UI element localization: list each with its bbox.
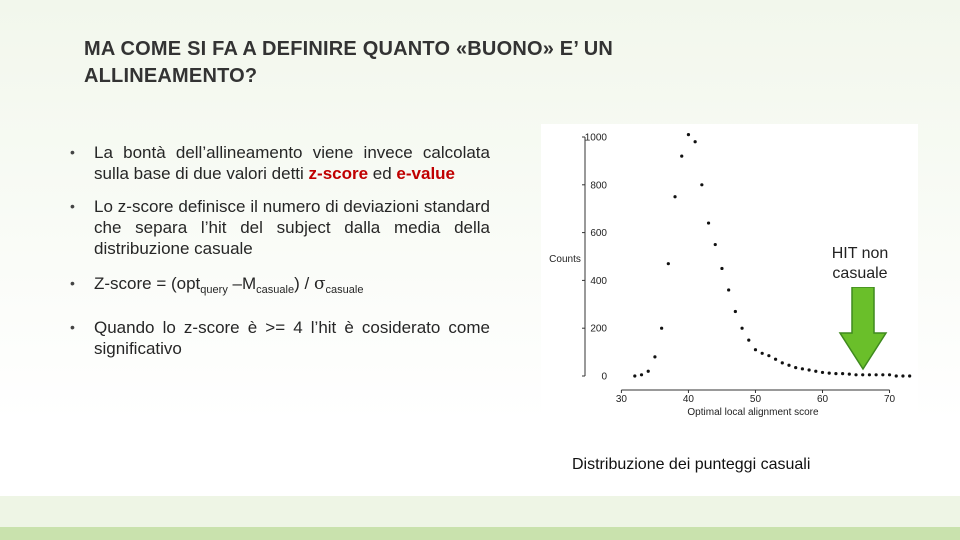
data-point (868, 373, 871, 376)
bullet-text-connector: ed (368, 164, 397, 183)
data-point (720, 267, 723, 270)
bullet-text: Quando lo z-score è >= 4 l’hit è cosiderato come significativo (94, 318, 490, 358)
data-point (714, 243, 717, 246)
data-point (767, 354, 770, 357)
data-point (781, 361, 784, 364)
footer-stripe (0, 527, 960, 540)
sigma-symbol: σ (313, 274, 326, 294)
data-point (673, 195, 676, 198)
data-point (653, 355, 656, 358)
data-point (640, 373, 643, 376)
y-tick-label: 0 (601, 371, 607, 383)
data-point (787, 364, 790, 367)
data-point (794, 366, 797, 369)
bullet-marker: • (70, 144, 75, 160)
data-point (754, 348, 757, 351)
arrow-down-icon (838, 287, 888, 373)
y-tick-label: 1000 (584, 132, 607, 144)
data-point (647, 370, 650, 373)
formula-part: –M (227, 274, 257, 293)
data-point (861, 373, 864, 376)
bullet-marker: • (70, 198, 75, 214)
data-point (854, 373, 857, 376)
y-tick-label: 800 (590, 180, 607, 192)
data-point (761, 352, 764, 355)
bullet-list (70, 140, 490, 359)
bullet-marker: • (70, 275, 75, 291)
bullet-text: Lo z-score definisce il numero di deviazioni standard che separa l’hit del subject dalla media della distribuzione casuale (94, 197, 490, 258)
figure-caption: Distribuzione dei punteggi casuali (572, 456, 811, 473)
data-point (740, 327, 743, 330)
bullet-item-significance (70, 317, 490, 359)
formula-subscript-casuale: casuale (325, 284, 364, 296)
data-point (687, 133, 690, 136)
y-ticks (582, 133, 607, 383)
data-point (814, 370, 817, 373)
data-point (747, 339, 750, 342)
x-tick-label: 60 (816, 394, 829, 405)
data-point (828, 372, 831, 375)
x-tick-label: 40 (682, 394, 695, 405)
data-point (908, 374, 911, 377)
formula-part: ) / (294, 274, 314, 293)
data-point (727, 288, 730, 291)
data-point (881, 373, 884, 376)
data-point (821, 371, 824, 374)
formula-subscript-query: query (200, 284, 228, 296)
y-axis-label: Counts (549, 254, 581, 265)
data-point (734, 310, 737, 313)
y-tick-label: 200 (590, 323, 607, 335)
slide-title: MA COME SI FA A DEFINIRE QUANTO «BUONO» E’ UN ALLINEAMENTO? (84, 38, 614, 87)
data-point (807, 368, 810, 371)
data-point (667, 262, 670, 265)
bullet-text: La bontà dell’allineamento viene invece calcolata sulla base di due valori detti (94, 143, 490, 183)
data-point (633, 374, 636, 377)
x-tick-label: 30 (615, 394, 627, 405)
hit-label: HIT non casuale (831, 245, 889, 282)
x-tick-label: 70 (883, 394, 896, 405)
bullet-item-bonta (70, 142, 490, 184)
data-point (680, 155, 683, 158)
data-point (694, 140, 697, 143)
bullet-item-zscore-definition (70, 196, 490, 259)
bullet-marker: • (70, 319, 75, 335)
data-point (700, 183, 703, 186)
data-point (707, 221, 710, 224)
evalue-term: e-value (396, 164, 456, 183)
formula-subscript-casuale: casuale (256, 284, 295, 296)
data-point (888, 373, 891, 376)
x-tick-label: 50 (749, 394, 762, 405)
data-point (660, 327, 663, 330)
data-point (801, 367, 804, 370)
data-point (895, 374, 898, 377)
formula-part: Z-score = (opt (94, 274, 201, 293)
x-ticks (616, 390, 896, 405)
y-tick-label: 600 (590, 228, 607, 240)
data-point (774, 358, 777, 361)
y-tick-label: 400 (590, 275, 607, 287)
bullet-item-zscore-formula (70, 273, 490, 301)
data-point (901, 374, 904, 377)
x-axis-label: Optimal local alignment score (687, 407, 819, 418)
zscore-term: z-score (308, 164, 369, 183)
data-point (875, 373, 878, 376)
